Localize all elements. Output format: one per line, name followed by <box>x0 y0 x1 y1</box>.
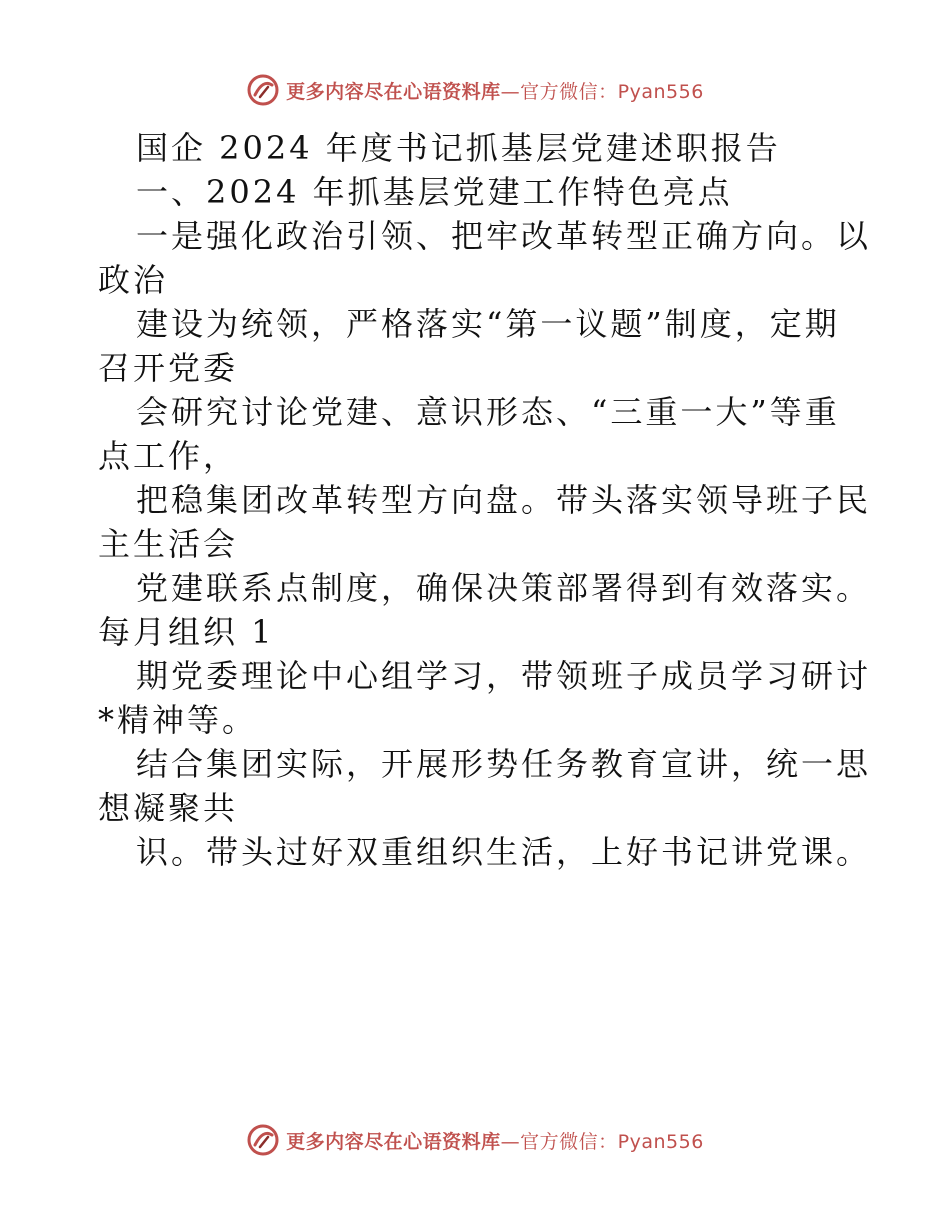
body-line: 一是强化政治引领、把牢改革转型正确方向。以 <box>136 217 872 255</box>
header-banner-text <box>286 77 704 104</box>
body-line: 期党委理论中心组学习，带领班子成员学习研讨 <box>136 657 872 695</box>
pen-swirl-logo-icon <box>246 73 280 107</box>
body-line: 结合集团实际，开展形势任务教育宣讲，统一思 <box>136 745 872 783</box>
header-separator: — <box>500 80 521 103</box>
pen-swirl-logo-icon <box>246 1123 280 1157</box>
document-body <box>98 126 872 874</box>
footer-contact-text: 官方微信：Pyan556 <box>520 1130 704 1153</box>
body-line: 政治 <box>98 261 169 299</box>
body-line: 会研究讨论党建、意识形态、“三重一大”等重 <box>136 393 840 431</box>
body-line: 点工作， <box>98 437 239 475</box>
body-line: 识。带头过好双重组织生活，上好书记讲党课。 <box>136 833 872 871</box>
document-title: 国企 2024 年度书记抓基层党建述职报告 <box>136 129 781 167</box>
body-line: 主生活会 <box>98 525 239 563</box>
body-line: 召开党委 <box>98 349 239 387</box>
header-contact-text: 官方微信：Pyan556 <box>520 80 704 103</box>
header-watermark-banner <box>0 70 950 110</box>
body-line: 党建联系点制度，确保决策部署得到有效落实。 <box>136 569 872 607</box>
body-line: 建设为统领，严格落实“第一议题”制度，定期 <box>136 305 840 343</box>
body-line: *精神等。 <box>98 701 258 739</box>
header-brand-text: 更多内容尽在心语资料库 <box>286 80 501 103</box>
footer-brand-text: 更多内容尽在心语资料库 <box>286 1130 501 1153</box>
footer-banner-text <box>286 1127 704 1154</box>
body-line: 想凝聚共 <box>98 789 239 827</box>
body-line: 每月组织 1 <box>98 613 275 651</box>
body-line: 把稳集团改革转型方向盘。带头落实领导班子民 <box>136 481 872 519</box>
section-heading: 一、2024 年抓基层党建工作特色亮点 <box>136 173 733 211</box>
footer-separator: — <box>500 1130 521 1153</box>
footer-watermark-banner <box>0 1120 950 1160</box>
